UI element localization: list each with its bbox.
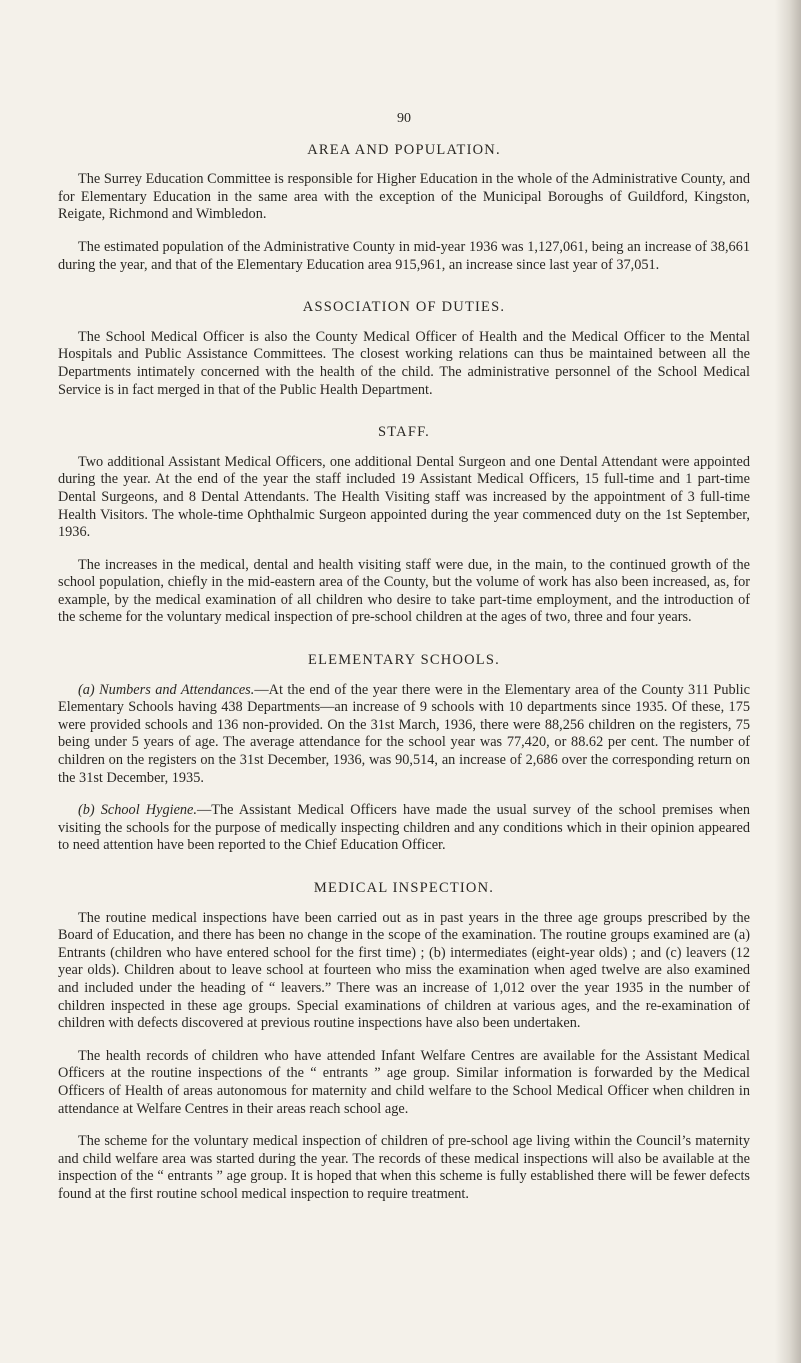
document-page (58, 110, 750, 1219)
page-edge-shadow (775, 0, 801, 1363)
paragraph-association-1: The School Medical Officer is also the County Medical Officer of Health and the Medical Officer to the Mental Hospitals and Public Assistance Committees. The closest working relations can thus be maintained between all the Departments intimately concerned with the health of the child. The administrative personnel of the School Medical Service is in fact merged in that of the Public Health Department. (58, 328, 750, 398)
paragraph-medical-2: The health records of children who have attended Infant Welfare Centres are available for the Assistant Medical Officers at the routine inspections of the “ entrants ” age group. Similar information is forwarded by the Medical Officers of Health of areas autonomous for maternity and child welfare to the School Medical Officer when children in attendance at Welfare Centres in their areas reach school age. (58, 1047, 750, 1117)
heading-medical-inspection: MEDICAL INSPECTION. (313, 880, 495, 896)
paragraph-area-1: The Surrey Education Committee is responsible for Higher Education in the whole of the Administrative County, and for Elementary Education in the same area with the exception of the Municipal Boroughs of Guildford, Kingston, Reigate, Richmond and Wimbledon. (58, 171, 750, 223)
heading-area-population: AREA AND POPULATION. (307, 141, 501, 158)
text-school-hygiene: —The Assistant Medical Officers have made the usual survey of the school premises when visiting the schools for the purpose of medically inspecting children and any conditions which in their opinion appeared to need attention have been reported to the Chief Education Officer. (58, 802, 750, 854)
paragraph-medical-1: The routine medical inspections have been carried out as in past years in the three age groups prescribed by the Board of Education, and there has been no change in the scope of the examination. The routine groups examined are (a) Entrants (children who have entered school for the first time) ; (b) intermediates (eight-year olds) ; and (c) leavers (12 year olds). Children about to leave school at fourteen who miss the examination when aged twelve are also examined and included under the heading of “ leavers.” There was an increase of 1,012 over the year 1935 in the number of children inspected in these age groups. Special examinations of children at various ages, and the re-examination of children with defects discovered at previous routine inspections have also been undertaken. (58, 909, 750, 1032)
page-number: 90 (397, 111, 411, 126)
subheading-school-hygiene: (b) School Hygiene. (78, 802, 197, 819)
paragraph-elementary-a (58, 682, 750, 788)
paragraph-staff-2: The increases in the medical, dental and health visiting staff were due, in the main, to the continued growth of the school population, chiefly in the mid-eastern area of the County, but the volume of work has also been increased, as, for example, by the medical examination of all children who desire to take part-time employment, and the introduction of the scheme for the voluntary medical inspection of pre-school children at the ages of two, three and four years. (58, 556, 750, 626)
text-numbers-attendances: —At the end of the year there were in the Elementary area of the County 311 Public Elementary Schools having 438 Departments—an increase of 9 schools with 10 departments since 1935. Of these, 175 were provided schools and 136 non-provided. On the 31st March, 1936, there were 88,256 children on the registers, 75 being under 5 years of age. The average attendance for the school year was 77,420, or 88.62 per cent. The number of children on the registers on the 31st December, 1936, was 90,514, an increase of 2,686 over the corresponding return on the 31st December, 1935. (58, 681, 750, 786)
paragraph-staff-1: Two additional Assistant Medical Officers, one additional Dental Surgeon and one Dental Attendant were appointed during the year. At the end of the year the staff included 19 Assistant Medical Officers, 15 full-time and 1 part-time Dental Surgeons, and 8 Dental Attendants. The Health Visiting staff was increased by the appointment of 3 full-time Health Visitors. The whole-time Ophthalmic Surgeon appointed during the year commenced duty on the 1st September, 1936. (58, 453, 750, 541)
heading-staff: STAFF. (377, 424, 431, 441)
paragraph-medical-3: The scheme for the voluntary medical inspection of children of pre-school age living within the Council’s maternity and child welfare area was started during the year. The records of these medical inspections will also be available at the inspection of the “ entrants ” age group. It is hoped that when this scheme is fully established there will be fewer defects found at the first routine school medical inspection to require treatment. (58, 1133, 750, 1202)
heading-association-duties: ASSOCIATION OF DUTIES. (302, 299, 506, 316)
heading-elementary-schools: ELEMENTARY SCHOOLS. (308, 652, 500, 669)
paragraph-area-2: The estimated population of the Administrative County in mid-year 1936 was 1,127,061, being an increase of 38,661 during the year, and that of the Elementary Education area 915,961, an increase since last year of 37,051. (58, 238, 750, 273)
subheading-numbers-attendances: (a) Numbers and Attendances. (78, 681, 255, 698)
paragraph-elementary-b (58, 802, 750, 855)
